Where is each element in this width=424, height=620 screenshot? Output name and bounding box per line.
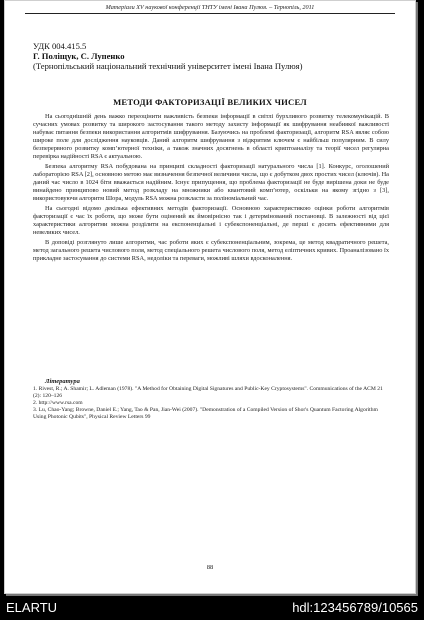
body-paragraph: На сьогоднішній день важко переоцінити важливість безпеки інформації в світлі бурхливого розвитку телекомунікацій. В сучасних умовах розвитку та широкого застосування такого методу захисту інформації як шифрування неабиякої важливості набуває питання безпеки використання алгоритмів шифрування. Базуючись на проблемі факторизації, алгоритм RSA являє собою широке поле для дослідження науковців. Даний алгоритм шифрування з відкритим ключем є найбільш популярним. В силу безперервного розвитку комп’ютерної техніки, а також значних досягнень в області криптоаналізу та теорії чисел регулярна перевірка надійності RSA є актуальною. (33, 113, 389, 161)
references-list (33, 386, 389, 421)
viewer-footer (0, 596, 424, 620)
reference-item: 3. Lu, Chao-Yang; Browne, Daniel E.; Yang, Tao & Pan, Jian-Wei (2007). "Demonstration of a Compiled Version of Shor's Quantum Factoring Algorithm Using Photonic Qubits", Physical Review Letters 99 (33, 406, 378, 420)
running-header: Матеріали XV наукової конференції ТНТУ імені Івана Пулюя. – Тернопіль, 2011 (25, 4, 395, 14)
body-paragraph: В доповіді розглянуто лише алгоритми, час роботи яких є субекспоненціальним, зокрема, це метод квадратичного решета, метод загального решета числового поля, метод спеціального решета числового поля, метод еліптичних кривих. Проаналізовано їх прикладне застосування до системи RSA, недоліки та переваги, можливі шляхи вдосконалення. (33, 238, 389, 263)
authors: Г. Поліщук, С. Лупенко (33, 51, 125, 61)
udc-code: УДК 004.415.5 (33, 41, 87, 51)
reference-item: 2. http://www.rsa.com (33, 399, 83, 406)
body-paragraph: Безпека алгоритму RSA побудована на принципі складності факторизації натурального числа [1]. Конкурс, оголошений лабораторією RSA [2], основною метою має визначення безпечної величини числа, що є добутком двох простих чисел (ключів). На даний час число в 1024 біти вважається надійним. Існує припущення, що проблема факторизації не буде вирішена доки не буде винайдено принципово новий метод розкладу на множники або квантовий комп’ютер, оскільки на якому згідно з [3], використовуючи алгоритм Шора, модуль RSA можна розкласти за поліноміальний час. (33, 163, 389, 203)
article-body (33, 113, 389, 265)
repository-name: ELARTU (6, 600, 58, 615)
document-page (4, 0, 416, 594)
page-number: 88 (206, 564, 214, 571)
body-paragraph: На сьогодні відомо декілька ефективних методів факторизації. Основною характеристикою оцінки роботи алгоритмів факторизації є час їх роботи, що може бути оцінений як ймовірнісно так і детермінований постановці. В залежності від цієї характеристики алгоритми можна розділити на експоненціальні і субекспоненціальні, де перші є досить ефективними для невеликих чисел. (33, 205, 389, 237)
article-title: МЕТОДИ ФАКТОРИЗАЦІЇ ВЕЛИКИХ ЧИСЕЛ (113, 97, 307, 107)
references-section (33, 378, 389, 421)
reference-item: 1. Rivest, R.; A. Shamir; L. Adleman (1978). "A Method for Obtaining Digital Signatures and Public-Key Cryptosystems". Communications of the ACM 21 (2): 120–126 (33, 386, 383, 399)
handle-id: hdl:123456789/10565 (292, 600, 418, 615)
affiliation: (Тернопільський національний технічний університет імені Івана Пулюя) (33, 61, 303, 71)
references-heading: Література (45, 378, 80, 385)
article-meta (33, 41, 395, 71)
